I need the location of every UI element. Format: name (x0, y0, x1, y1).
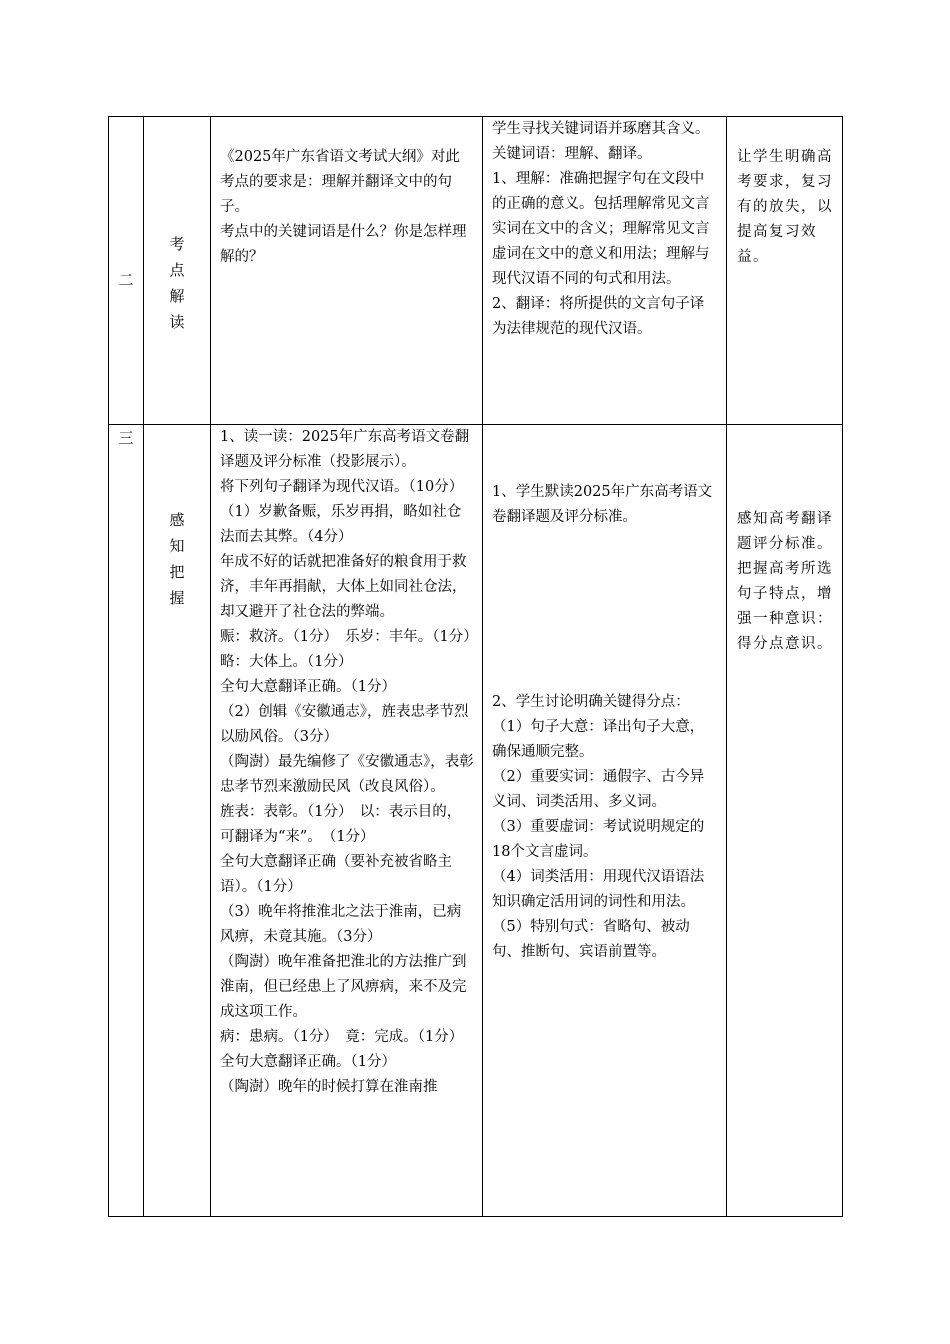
teaching-content-cell (211, 117, 483, 425)
student-activity-text-2: 2、学生讨论明确关键得分点： （1）句子大意：译出句子大意，确保通顺完整。 （2）重要实词：通假字、古今异义词、词类活用、多义词。 （3）重要虚词：考试说明规定的18个文言虚词。 （4）词类活用：用现代汉语语法知识确定活用词的词性和用法。 （5）特别句式：省略句、被动句、推断句、宾语前置等。 (492, 694, 705, 960)
student-activity-text: 学生寻找关键词语并琢磨其含义。 关键词语：理解、翻译。 1、理解：准确把握字句在文段中的正确的意义。包括理解常见文言实词在文中的含义；理解常见文言虚词在文中的意义和用法；理解与现代汉语不同的句式和用法。 2、翻译：将所提供的文言句子译为法律规范的现代汉语。 (492, 121, 710, 337)
step-number: 三 (118, 429, 134, 447)
teaching-content-text: 《2025年广东省语文考试大纲》对此考点的要求是：理解并翻译文中的句子。 考点中的关键词语是什么？你是怎样理解的？ (220, 149, 467, 265)
design-purpose-text: 感知高考翻译题评分标准。把握高考所选句子特点，增强一种意识：得分点意识。 (737, 511, 833, 652)
design-purpose-cell (727, 425, 843, 1217)
step-number: 二 (118, 271, 134, 289)
design-purpose-text: 让学生明确高考要求，复习有的放失，以提高复习效益。 (737, 149, 833, 265)
stage-cell (144, 117, 211, 425)
teaching-content-text: 1、读一读：2025年广东高考语文卷翻译题及评分标准（投影展示）。 将下列句子翻译为现代汉语。（10分） （1）岁歉备赈，乐岁再捐，略如社仓法而去其弊。（4分） 年成不好的话就把准备好的粮食用于救济，丰年再捐献，大体上如同社仓法，却又避开了社仓法的弊端。 赈：救济。（1分） 乐岁：丰年。（1分） 略：大体上。（1分） 全句大意翻译正确。（1分） （2）创辑《安徽通志》，旌表忠孝节烈以励风俗。（3分） （陶澍）最先编修了《安徽通志》，表彰忠孝节烈来激励民风（改良风俗）。 旌表：表彰。（1分） 以：表示目的，可翻译为“来”。 （1分） 全句大意翻译正确（要补充被省略主语）。（1分） （3）晚年将推淮北之法于淮南，已病风痹，未竟其施。（3分） （陶澍）晚年准备把淮北的方法推广到淮南，但已经患上了风痹病，来不及完成这项工作。 病：患病。（1分） 竟：完成。（1分） 全句大意翻译正确。（1分） （陶澍）晚年的时候打算在淮南推 (220, 429, 474, 1095)
lesson-plan-table (108, 116, 843, 1217)
teaching-content-cell (211, 425, 483, 1217)
student-activity-cell (483, 117, 727, 425)
step-number-cell (109, 425, 144, 1217)
design-purpose-cell (727, 117, 843, 425)
table-row (109, 117, 843, 425)
student-activity-cell (483, 425, 727, 1217)
step-number-cell (109, 117, 144, 425)
stage-label: 感 知 把 握 (169, 511, 185, 607)
table-row (109, 425, 843, 1217)
student-activity-text-1: 1、学生默读2025年广东高考语文卷翻译题及评分标准。 (492, 484, 713, 525)
stage-cell (144, 425, 211, 1217)
stage-label: 考 点 解 读 (169, 234, 185, 331)
